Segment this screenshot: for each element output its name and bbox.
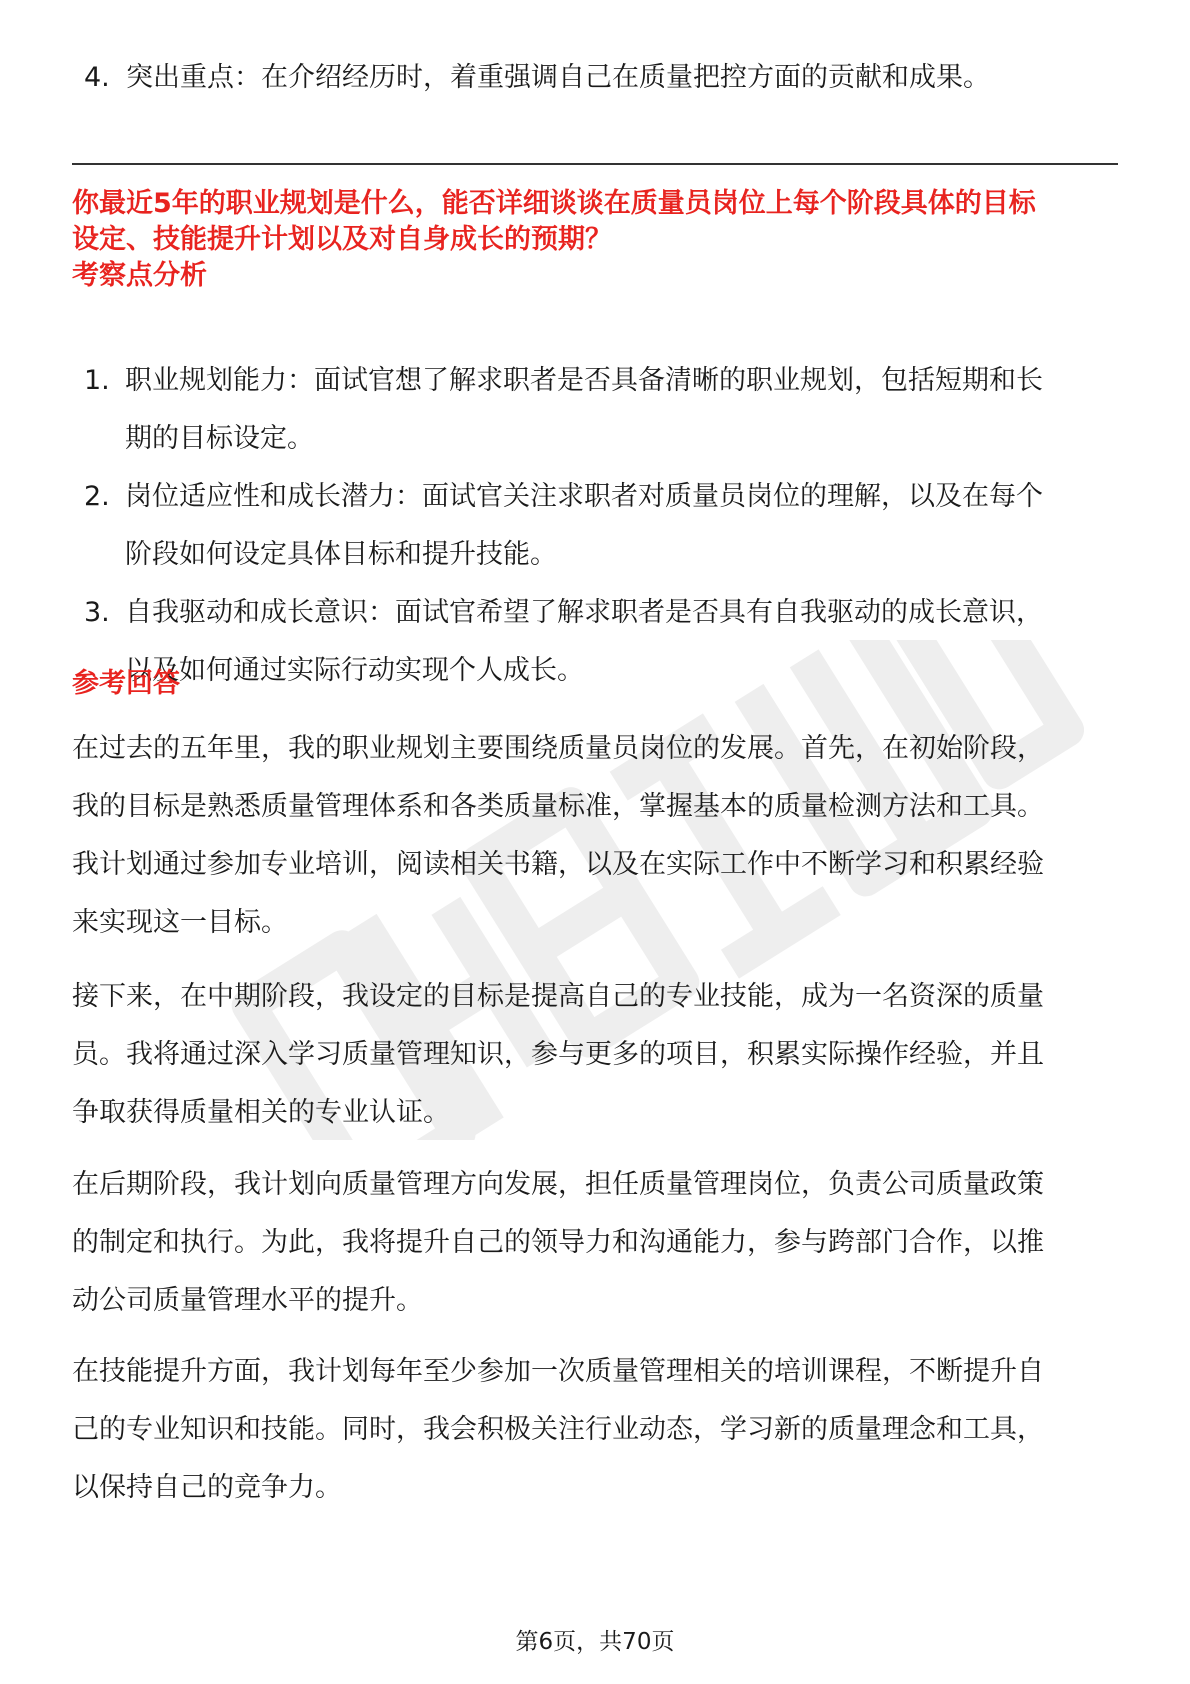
question-line: 你最近5年的职业规划是什么，能否详细谈谈在质量员岗位上每个阶段具体的目标 — [72, 188, 1036, 219]
answer-paragraph — [72, 968, 1118, 1142]
list-item — [84, 584, 1118, 700]
list-number: 3. — [84, 597, 110, 628]
list-item-line: 职业规划能力：面试官想了解求职者是否具备清晰的职业规划，包括短期和长 — [125, 365, 1043, 396]
answer-paragraph — [72, 1156, 1118, 1330]
paragraph-line: 在技能提升方面，我计划每年至少参加一次质量管理相关的培训课程，不断提升自 — [72, 1356, 1044, 1387]
answer-paragraph — [72, 1343, 1118, 1517]
paragraph-line: 争取获得质量相关的专业认证。 — [72, 1097, 450, 1128]
list-item-line: 岗位适应性和成长潜力：面试官关注求职者对质量员岗位的理解，以及在每个 — [125, 481, 1043, 512]
list-item-line: 阶段如何设定具体目标和提升技能。 — [125, 539, 557, 570]
analysis-heading: 考察点分析 — [72, 260, 207, 291]
paragraph-line: 员。我将通过深入学习质量管理知识，参与更多的项目，积累实际操作经验，并且 — [72, 1039, 1044, 1070]
list-item — [84, 352, 1118, 468]
answer-paragraph — [72, 720, 1118, 952]
previous-list-item — [84, 60, 990, 96]
question-heading — [72, 186, 1118, 258]
paragraph-line: 我计划通过参加专业培训，阅读相关书籍，以及在实际工作中不断学习和积累经验 — [72, 849, 1044, 880]
list-item-text: 突出重点：在介绍经历时，着重强调自己在质量把控方面的贡献和成果。 — [126, 62, 990, 93]
list-item-line: 自我驱动和成长意识：面试官希望了解求职者是否具有自我驱动的成长意识， — [125, 597, 1043, 628]
paragraph-line: 来实现这一目标。 — [72, 907, 288, 938]
page-number-footer: 第6页，共70页 — [515, 1629, 675, 1655]
paragraph-line: 接下来，在中期阶段，我设定的目标是提高自己的专业技能，成为一名资深的质量 — [72, 981, 1044, 1012]
list-item — [84, 468, 1118, 584]
paragraph-line: 动公司质量管理水平的提升。 — [72, 1285, 423, 1316]
paragraph-line: 的制定和执行。为此，我将提升自己的领导力和沟通能力，参与跨部门合作，以推 — [72, 1227, 1044, 1258]
analysis-list — [84, 352, 1118, 700]
paragraph-line: 我的目标是熟悉质量管理体系和各类质量标准，掌握基本的质量检测方法和工具。 — [72, 791, 1044, 822]
section-divider — [72, 163, 1118, 165]
paragraph-line: 己的专业知识和技能。同时，我会积极关注行业动态，学习新的质量理念和工具， — [72, 1414, 1044, 1445]
question-line: 设定、技能提升计划以及对自身成长的预期？ — [72, 224, 612, 255]
list-number: 1. — [84, 365, 110, 396]
paragraph-line: 在过去的五年里，我的职业规划主要围绕质量员岗位的发展。首先，在初始阶段， — [72, 733, 1044, 764]
list-item-line: 以及如何通过实际行动实现个人成长。 — [125, 655, 584, 686]
paragraph-line: 以保持自己的竞争力。 — [72, 1472, 342, 1503]
list-item-line: 期的目标设定。 — [125, 423, 314, 454]
list-number: 2. — [84, 481, 110, 512]
list-number: 4. — [84, 62, 110, 93]
answer-heading: 参考回答 — [72, 668, 180, 699]
paragraph-line: 在后期阶段，我计划向质量管理方向发展，担任质量管理岗位，负责公司质量政策 — [72, 1169, 1044, 1200]
